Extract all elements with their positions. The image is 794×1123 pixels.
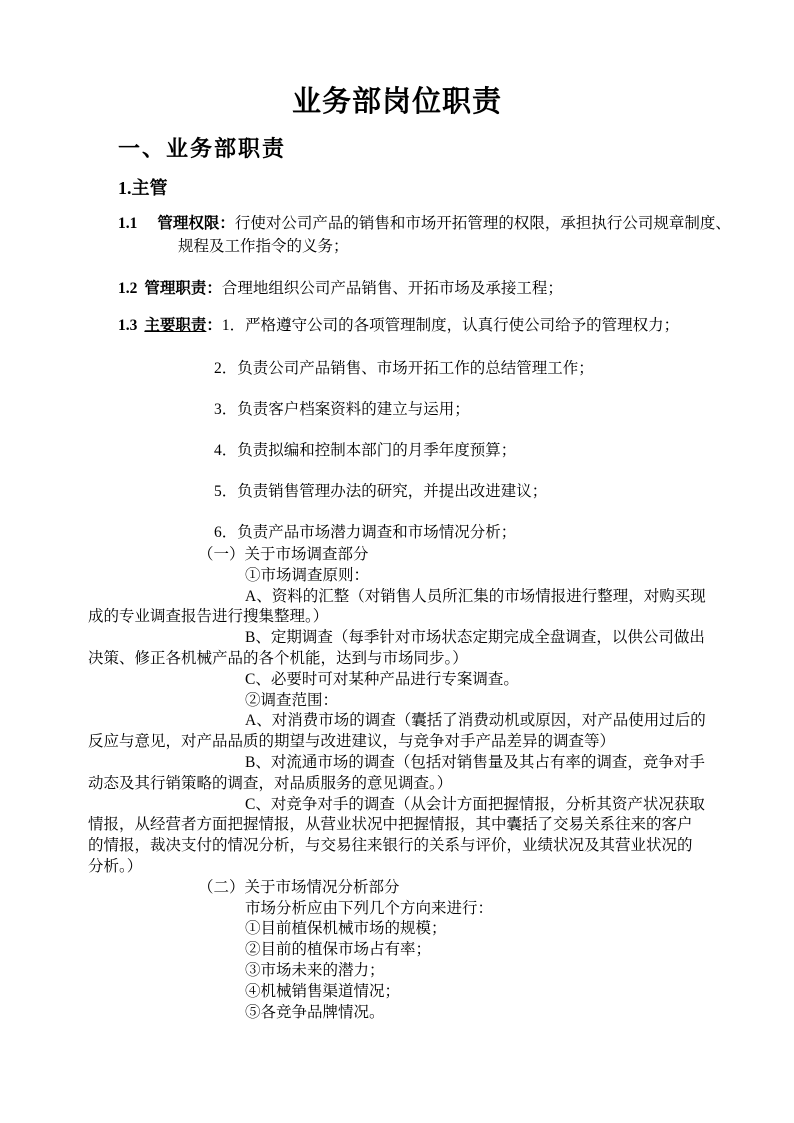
para-1-1-colon: ： [219, 215, 235, 232]
role-heading: 1.主管 [118, 178, 168, 198]
survey-line: 动态及其行销策略的调查，对品质服务的意见调查。） [88, 775, 453, 792]
survey-line: B、对流通市场的调查（包括对销售量及其占有率的调查，竞争对手 [245, 754, 705, 771]
para-1-3-number: 1.3 [118, 317, 138, 334]
duty-item: 3．负责客户档案资料的建立与运用； [214, 401, 470, 418]
para-1-2-colon: ： [206, 280, 222, 297]
survey-line: A、资料的汇整（对销售人员所汇集的市场情报进行整理，对购买现 [245, 588, 706, 605]
para-1-2-number: 1.2 [118, 280, 138, 297]
para-1-2 [118, 279, 563, 298]
doc-title: 业务部岗位职责 [291, 86, 502, 118]
duty-item: 5．负责销售管理办法的研究，并提出改进建议； [214, 483, 548, 500]
analysis-item: ⑤各竞争品牌情况。 [245, 1004, 385, 1021]
para-1-2-label: 管理职责 [144, 280, 207, 297]
survey-line: 反应与意见，对产品品质的期望与改进建议，与竞争对手产品差异的调查等） [88, 733, 616, 750]
survey-part-heading: （一）关于市场调查部分 [198, 546, 369, 563]
survey-scope-title: ②调查范围： [245, 692, 339, 709]
para-1-1-text: 行使对公司产品的销售和市场开拓管理的权限，承担执行公司规章制度、 [234, 215, 731, 232]
para-1-1-continuation: 规程及工作指令的义务； [178, 238, 349, 255]
survey-line: B、定期调查（每季针对市场状态定期完成全盘调查，以供公司做出 [245, 629, 705, 646]
para-1-1-label: 管理权限 [157, 215, 220, 232]
analysis-intro: 市场分析应由下列几个方向来进行： [245, 900, 494, 917]
survey-line: C、必要时可对某种产品进行专案调查。 [245, 671, 519, 688]
survey-line: C、对竞争对手的调查（从会计方面把握情报，分析其资产状况获取 [245, 796, 705, 813]
survey-line: 的情报，裁决支付的情况分析，与交易往来银行的关系与评价，业绩状况及其营业状况的 [88, 837, 693, 854]
survey-line: 情报，从经营者方面把握情报，从营业状况中把握情报，其中囊括了交易关系往来的客户 [88, 816, 693, 833]
survey-principles-title: ①市场调查原则： [245, 567, 370, 584]
section-heading: 一、业务部职责 [118, 136, 287, 161]
para-1-3-label: 主要职责 [144, 317, 207, 334]
analysis-item: ②目前的植保市场占有率； [245, 941, 432, 958]
analysis-item: ④机械销售渠道情况； [245, 983, 401, 1000]
survey-line: 成的专业调查报告进行搜集整理。） [88, 608, 329, 625]
survey-line: 决策、修正各机械产品的各个机能，达到与市场同步。） [88, 650, 468, 667]
duty-item: 4．负责拟编和控制本部门的月季年度预算； [214, 442, 517, 459]
para-1-3-text: 1．严格遵守公司的各项管理制度，认真行使公司给予的管理权力； [221, 317, 680, 334]
survey-line: A、对消费市场的调查（囊括了消费动机或原因，对产品使用过后的 [245, 712, 706, 729]
para-1-3-colon: ： [206, 317, 222, 334]
duty-item: 2．负责公司产品销售、市场开拓工作的总结管理工作； [214, 360, 594, 377]
para-1-1-number: 1.1 [118, 215, 138, 232]
para-1-1 [118, 214, 731, 233]
para-1-3 [118, 316, 679, 335]
analysis-item: ③市场未来的潜力； [245, 962, 385, 979]
analysis-item: ①目前植保机械市场的规模； [245, 920, 447, 937]
analysis-part-heading: （二）关于市场情况分析部分 [198, 879, 400, 896]
survey-line: 分析。） [88, 858, 143, 875]
para-1-2-text: 合理地组织公司产品销售、开拓市场及承接工程； [221, 280, 563, 297]
duty-item: 6．负责产品市场潜力调查和市场情况分析； [214, 524, 517, 541]
